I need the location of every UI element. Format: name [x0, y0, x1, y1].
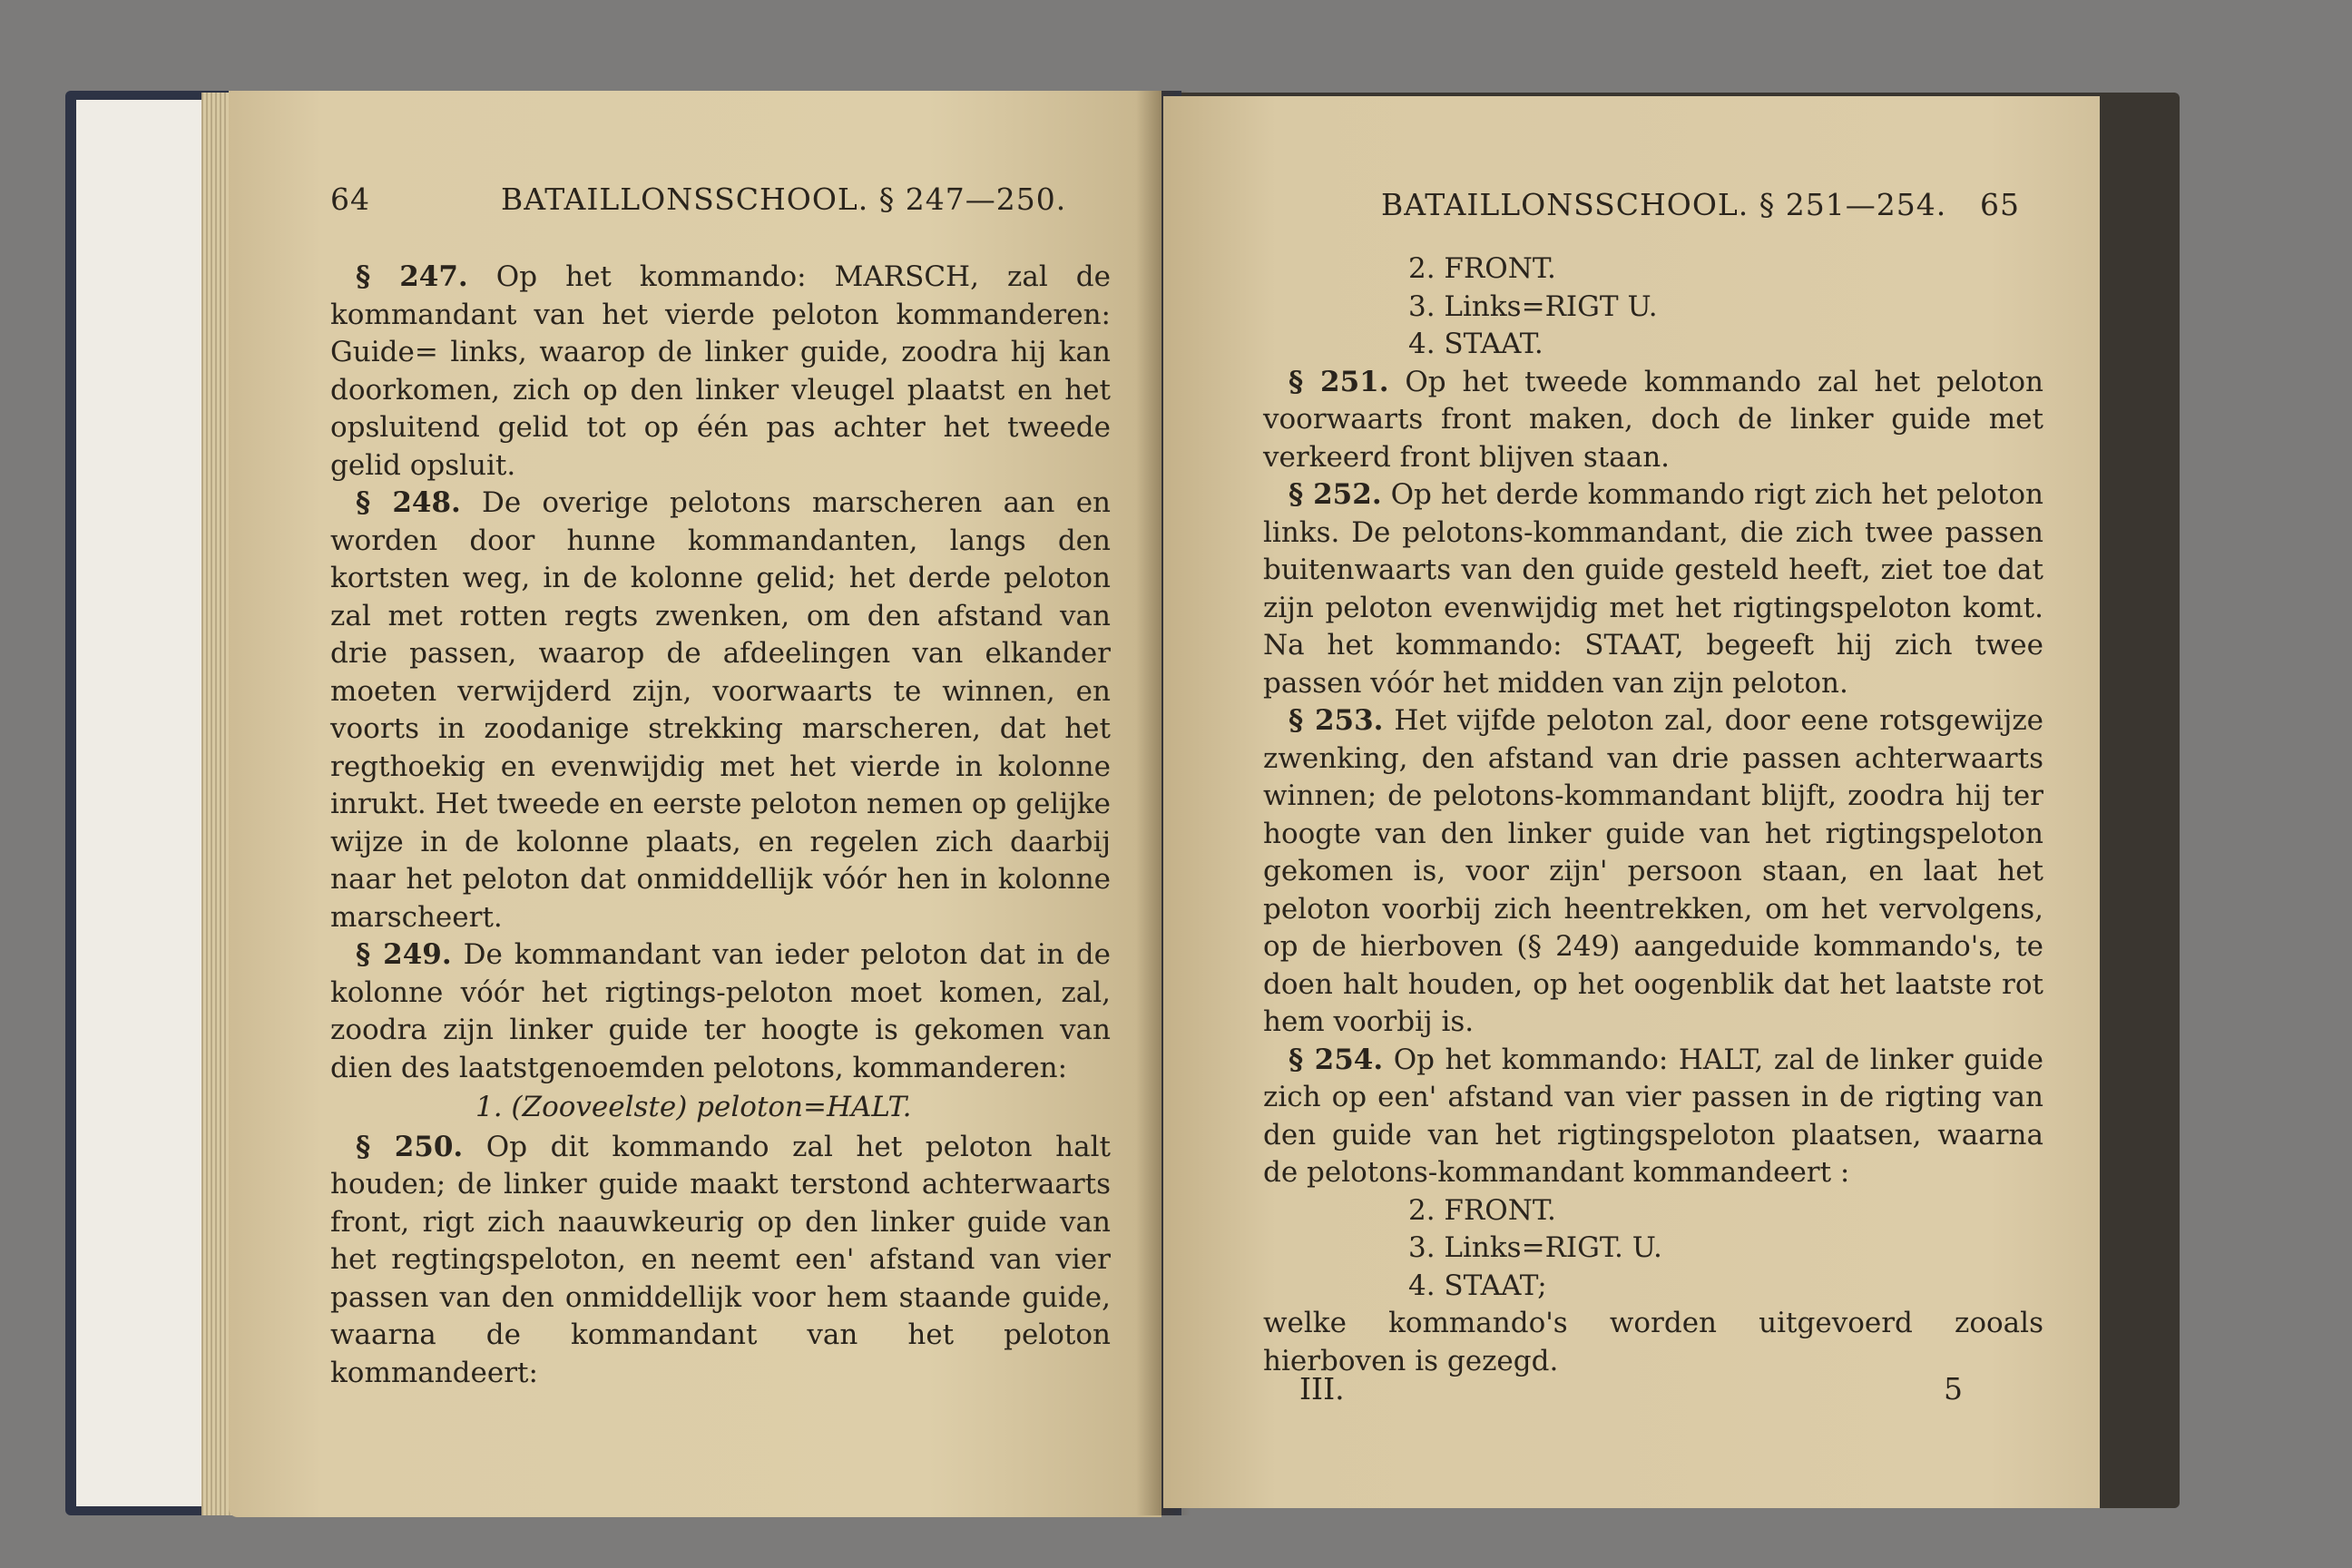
command-staat: 4. STAAT. [1408, 328, 1544, 360]
paragraph-252: § 252. Op het derde kommando rigt zich het peloton links. De pelotons-kommandant, die zich twee passen buitenwaarts van den guide gesteld heeft, ziet toe dat zijn peloton evenwijdig met het rigtingspeloton komt. Na het kommando: STAAT, begeeft hij zich twee passen vóór het midden van zijn peloton. [1263, 478, 2043, 700]
left-running-title: BATAILLONSSCHOOL. § 247—250. [501, 181, 1067, 217]
endpaper [76, 100, 214, 1506]
left-page-body [330, 259, 1111, 1392]
command-links-rigt-2: 3. Links=RIGT. U. [1408, 1231, 1662, 1264]
right-page-body [1263, 250, 2043, 1380]
left-page-number: 64 [330, 181, 370, 217]
left-page [229, 91, 1161, 1517]
paragraph-250: § 250. Op dit kommando zal het peloton halt houden; de linker guide maakt terstond achterwaarts front, rigt zich naauwkeurig op den linker guide van het regtingspeloton, en neemt een' afstand van vier passen van den onmiddellijk voor hem staande guide, waarna de kommandant van het peloton kommandeert: [330, 1130, 1111, 1389]
signature-mark: III. [1299, 1371, 1345, 1406]
command-front: 2. FRONT. [1408, 252, 1556, 285]
left-running-head [229, 181, 1161, 227]
command-links-rigt: 3. Links=RIGT U. [1408, 289, 1658, 323]
command-front-2: 2. FRONT. [1408, 1193, 1556, 1227]
paragraph-247: § 247. Op het kommando: MARSCH, zal de kommandant van het vierde peloton kommanderen: Guide= links, waarop de linker guide, zoodra hij kan doorkomen, zich op den linker vleugel plaatst en het opsluitend gelid tot op één pas achter het tweede gelid opsluit. [330, 260, 1111, 482]
right-page [1163, 96, 2100, 1508]
signature-number: 5 [1944, 1371, 1963, 1406]
right-running-title: BATAILLONSSCHOOL. § 251—254. [1381, 187, 1947, 222]
right-page-number: 65 [1980, 187, 2020, 222]
closing-line: welke kommando's worden uitgevoerd zooals hierboven is gezegd. [1263, 1307, 2043, 1377]
paragraph-253: § 253. Het vijfde peloton zal, door eene rotsgewijze zwenking, den afstand van drie passen achterwaarts winnen; de pelotons-kommandant blijft, zoodra hij ter hoogte van den linker guide van het rigtingspeloton gekomen is, voor zijn' persoon staan, en laat het peloton voorbij zich heentrekken, om het vervolgens, op de hierboven (§ 249) aangeduide kommando's, te doen halt houden, op het oogenblik dat het laatste rot hem voorbij is. [1263, 704, 2043, 1038]
open-book [65, 73, 2098, 1524]
paragraph-251: § 251. Op het tweede kommando zal het peloton voorwaarts front maken, doch de linker guide met verkeerd front blijven staan. [1263, 365, 2043, 474]
command-halt: 1. (Zooveelste) peloton=HALT. [475, 1091, 912, 1123]
paragraph-249: § 249. De kommandant van ieder peloton dat in de kolonne vóór het rigtings-peloton moet komen, zal, zoodra zijn linker guide ter hoogte is gekomen van dien des laatstgenoemden pelotons, kommanderen: [330, 938, 1111, 1084]
right-running-head [1163, 187, 2100, 232]
paragraph-248: § 248. De overige pelotons marscheren aan en worden door hunne kommandanten, langs den kortsten weg, in de kolonne gelid; het derde peloton zal met rotten regts zwenken, om den afstand van drie passen, waarop de afdeelingen van elkander moeten verwijderd zijn, voorwaarts te winnen, en voorts in zoodanige strekking marscheren, dat het regthoekig en evenwijdig met het vierde in kolonne inrukt. Het tweede en eerste peloton nemen op gelijke wijze in de kolonne plaats, en regelen zich daarbij naar het peloton dat onmiddellijk vóór hen in kolonne marscheert. [330, 486, 1111, 934]
command-staat-2: 4. STAAT; [1408, 1269, 1547, 1302]
paragraph-254: § 254. Op het kommando: HALT, zal de linker guide zich op een' afstand van vier passen in de rigting van den guide van het rigtingspeloton plaatsen, waarna de pelotons-kommandant kommandeert : [1263, 1043, 2043, 1189]
